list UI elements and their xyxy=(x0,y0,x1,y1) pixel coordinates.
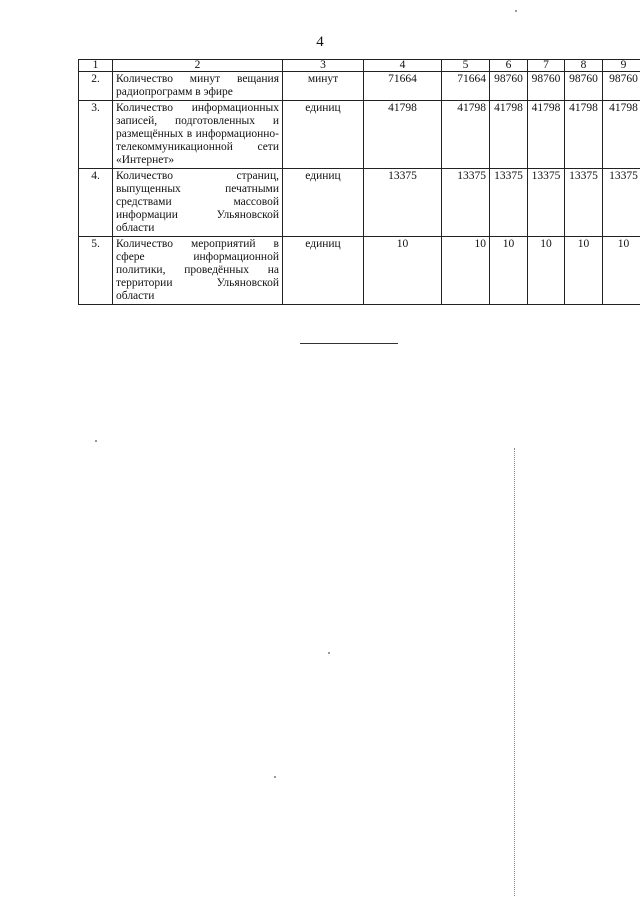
table-row xyxy=(79,169,640,237)
column-header: 8 xyxy=(565,60,603,72)
page-number: 4 xyxy=(316,34,324,50)
value-cell: 71664 xyxy=(442,72,490,101)
indicator-name: Количество информационных записей, подготовленных и размещённых в информационно-телекоммуникационной сети «Интернет» xyxy=(113,101,283,169)
indicators-table xyxy=(78,59,640,305)
scan-speck xyxy=(328,652,330,654)
row-number: 5. xyxy=(79,237,113,305)
value-cell: 10 xyxy=(364,237,442,305)
column-header: 3 xyxy=(283,60,364,72)
value-cell: 41798 xyxy=(565,101,603,169)
unit-cell: минут xyxy=(283,72,364,101)
scan-speck xyxy=(95,440,97,442)
value-cell: 71664 xyxy=(364,72,442,101)
value-cell: 41798 xyxy=(490,101,528,169)
row-number: 2. xyxy=(79,72,113,101)
value-cell: 98760 xyxy=(528,72,565,101)
indicator-name: Количество мероприятий в сфере информационной политики, проведённых на территории Ульяновской области xyxy=(113,237,283,305)
value-cell: 98760 xyxy=(565,72,603,101)
value-cell: 41798 xyxy=(442,101,490,169)
end-separator-line xyxy=(300,343,398,344)
value-cell: 13375 xyxy=(603,169,640,237)
value-cell: 13375 xyxy=(528,169,565,237)
column-header: 6 xyxy=(490,60,528,72)
row-number: 4. xyxy=(79,169,113,237)
table-row xyxy=(79,237,640,305)
value-cell: 13375 xyxy=(565,169,603,237)
value-cell: 10 xyxy=(490,237,528,305)
column-header: 1 xyxy=(79,60,113,72)
unit-cell: единиц xyxy=(283,101,364,169)
unit-cell: единиц xyxy=(283,169,364,237)
value-cell: 41798 xyxy=(364,101,442,169)
table-row xyxy=(79,101,640,169)
value-cell: 41798 xyxy=(603,101,640,169)
value-cell: 41798 xyxy=(528,101,565,169)
value-cell: 10 xyxy=(528,237,565,305)
value-cell: 98760 xyxy=(490,72,528,101)
scan-speck xyxy=(274,776,276,778)
indicator-name: Количество страниц, выпущенных печатными средствами массовой информации Ульяновской области xyxy=(113,169,283,237)
scan-artifact-line xyxy=(514,448,515,896)
column-header: 4 xyxy=(364,60,442,72)
column-header: 5 xyxy=(442,60,490,72)
table-header-row xyxy=(79,60,640,72)
scan-speck xyxy=(515,10,517,12)
column-header: 7 xyxy=(528,60,565,72)
value-cell: 13375 xyxy=(442,169,490,237)
column-header: 9 xyxy=(603,60,640,72)
row-number: 3. xyxy=(79,101,113,169)
value-cell: 98760 xyxy=(603,72,640,101)
value-cell: 13375 xyxy=(490,169,528,237)
unit-cell: единиц xyxy=(283,237,364,305)
table-row xyxy=(79,72,640,101)
column-header: 2 xyxy=(113,60,283,72)
value-cell: 10 xyxy=(442,237,490,305)
indicator-name: Количество минут вещания радиопрограмм в эфире xyxy=(113,72,283,101)
value-cell: 10 xyxy=(565,237,603,305)
value-cell: 13375 xyxy=(364,169,442,237)
value-cell: 10 xyxy=(603,237,640,305)
